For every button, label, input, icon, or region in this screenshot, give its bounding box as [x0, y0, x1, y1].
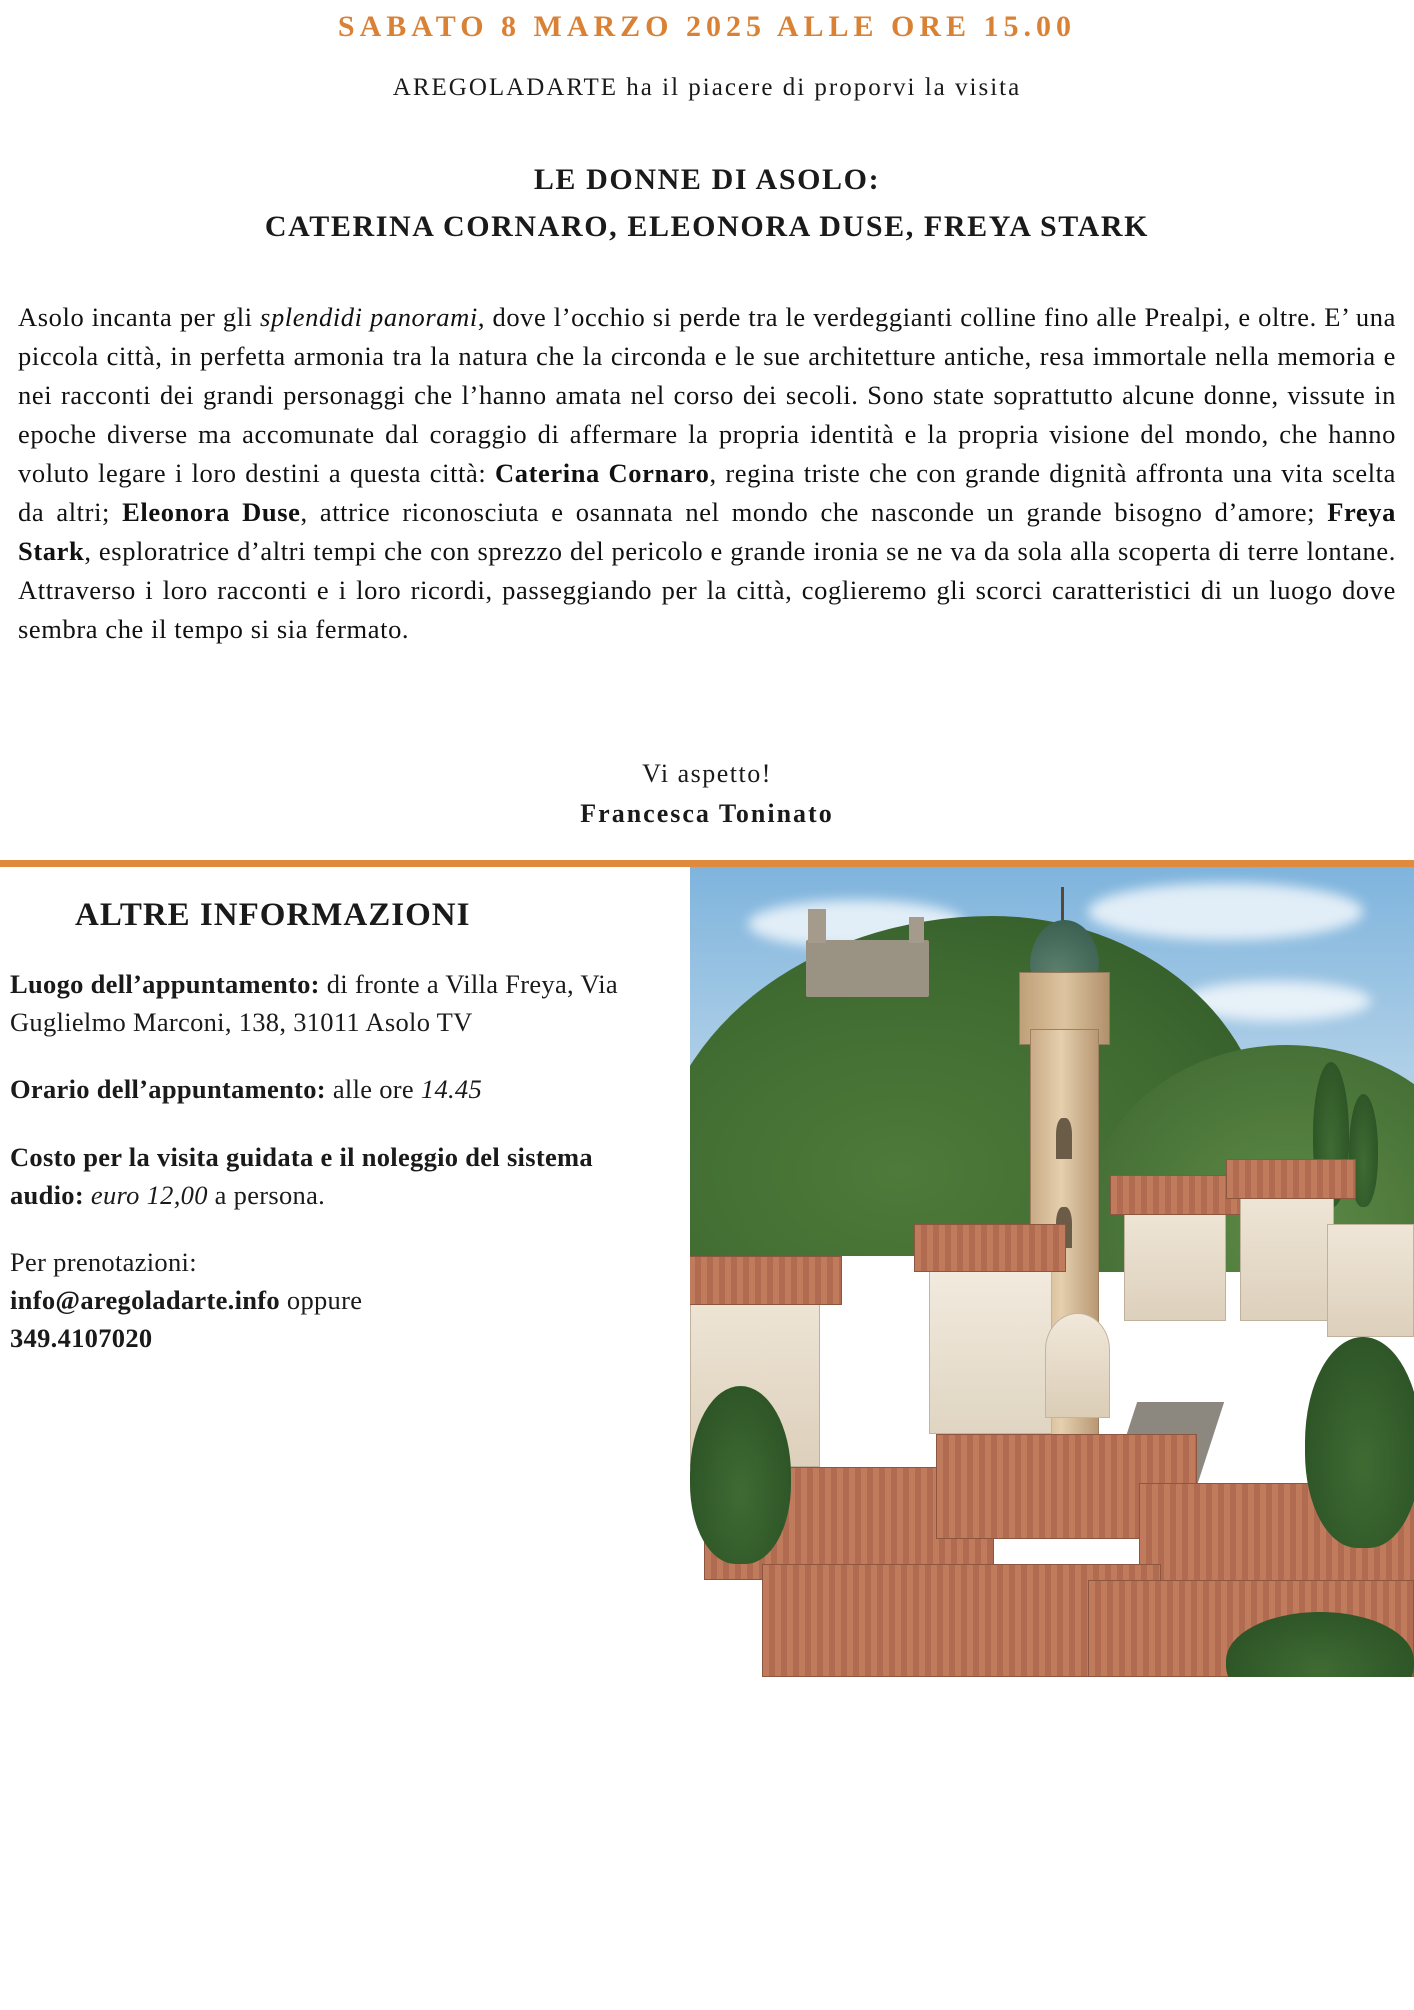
- info-item-location-value: di fronte a Villa Freya, Via Guglielmo Marconi, 138, 31011 Asolo TV: [10, 969, 618, 1037]
- info-item-cost-value: [84, 1180, 91, 1210]
- tree: [690, 1386, 791, 1564]
- signature: Francesca Toninato: [580, 798, 834, 828]
- info-item-location-label: Luogo dell’appuntamento:: [10, 969, 320, 1000]
- booking-label: Per prenotazioni:: [10, 1247, 197, 1278]
- paragraph-segment-2: , dove l’occhio si perde tra le verdeggianti colline fino alle Prealpi, e oltre. E’ una piccola città, in perfetta armonia tra la natura che la circonda e le sue architetture antiche, resa immortale nella memoria e nei racconti dei grandi personaggi che l’hanno amata nel corso dei secoli. Sono state soprattutto alcune donne, vissute in epoche diverse ma accomunate dal coraggio di affermare la propria identità e la propria visione del mondo, che hanno voluto legare i loro destini a questa città:: [18, 302, 1396, 488]
- paragraph-segment-0: Asolo incanta per gli: [18, 302, 261, 332]
- description-paragraph: [18, 298, 1396, 649]
- tree: [1305, 1337, 1414, 1548]
- upper-content: [0, 10, 1414, 834]
- orange-divider: [0, 860, 1414, 867]
- paragraph-segment-8: , esploratrice d’altri tempi che con sprezzo del pericolo e grande ironia se ne va da sola alla scoperta di terre lontane. Attraverso i loro racconti e i loro ricordi, passeggiando per la città, coglieremo gli scorci caratteristici di un luogo dove sembra che il tempo si sia fermato.: [18, 535, 1396, 644]
- lower-section: [0, 867, 1414, 1677]
- asolo-rooftops-bell-tower-photo: [690, 867, 1414, 1677]
- booking-phone[interactable]: 349.4107020: [10, 1322, 153, 1353]
- info-item-cost: [10, 1139, 670, 1214]
- page-title: [10, 157, 1404, 250]
- info-item-cost-value-italic: euro 12,00: [90, 1179, 208, 1210]
- castle-ruins: [806, 940, 929, 997]
- cloud-icon: [1088, 883, 1363, 940]
- info-item-time-value-italic: 14.45: [420, 1074, 483, 1105]
- building-wall: [1124, 1207, 1225, 1320]
- paragraph-segment-5: Eleonora Duse: [122, 496, 301, 527]
- church-building: [929, 1256, 1052, 1434]
- info-item-time: [10, 1071, 670, 1109]
- booking-or: oppure: [279, 1284, 363, 1315]
- roof: [690, 1256, 842, 1305]
- info-heading: ALTRE INFORMAZIONI: [75, 897, 471, 934]
- info-item-cost-value-after: a persona.: [207, 1179, 326, 1210]
- info-item-time-label: Orario dell’appuntamento:: [10, 1074, 326, 1105]
- booking-email[interactable]: info@aregoladarte.info: [10, 1284, 280, 1315]
- building-wall: [1327, 1224, 1414, 1337]
- paragraph-segment-7: Freya Stark: [18, 496, 1396, 566]
- paragraph-segment-1: splendidi panorami: [260, 302, 478, 332]
- building-wall: [1240, 1191, 1334, 1321]
- event-date-line: SABATO 8 MARZO 2025 ALLE ORE 15.00: [337, 10, 1077, 43]
- paragraph-segment-4: , regina triste che con grande dignità affronta una vita scelta da altri;: [18, 457, 1397, 527]
- booking-contact-line: [10, 1282, 670, 1320]
- tower-window: [1056, 1118, 1072, 1159]
- paragraph-segment-3: Caterina Cornaro: [495, 457, 710, 488]
- roof: [1226, 1159, 1356, 1200]
- poster-page: [0, 10, 1414, 2010]
- organizer-intro-line: AREGOLADARTE ha il piacere di proporvi la visita: [392, 74, 1022, 101]
- paragraph-segment-6: , attrice riconosciuta e osannata nel mondo che nasconde un grande bisogno d’amore;: [300, 496, 1328, 527]
- title-line-2: CATERINA CORNARO, ELEONORA DUSE, FREYA STARK: [264, 209, 1150, 243]
- info-item-location: [10, 966, 670, 1041]
- roof: [914, 1224, 1066, 1273]
- info-column: [0, 867, 690, 1677]
- closing-block: [10, 754, 1404, 835]
- info-item-time-value: alle ore: [325, 1074, 421, 1105]
- title-line-1: LE DONNE DI ASOLO:: [533, 163, 881, 196]
- closing-greeting: Vi aspetto!: [642, 758, 772, 788]
- info-item-cost-label: Costo per la visita guidata e il noleggio del sistema audio:: [10, 1142, 593, 1210]
- info-item-booking: [10, 1244, 670, 1357]
- church-apse: [1045, 1313, 1110, 1418]
